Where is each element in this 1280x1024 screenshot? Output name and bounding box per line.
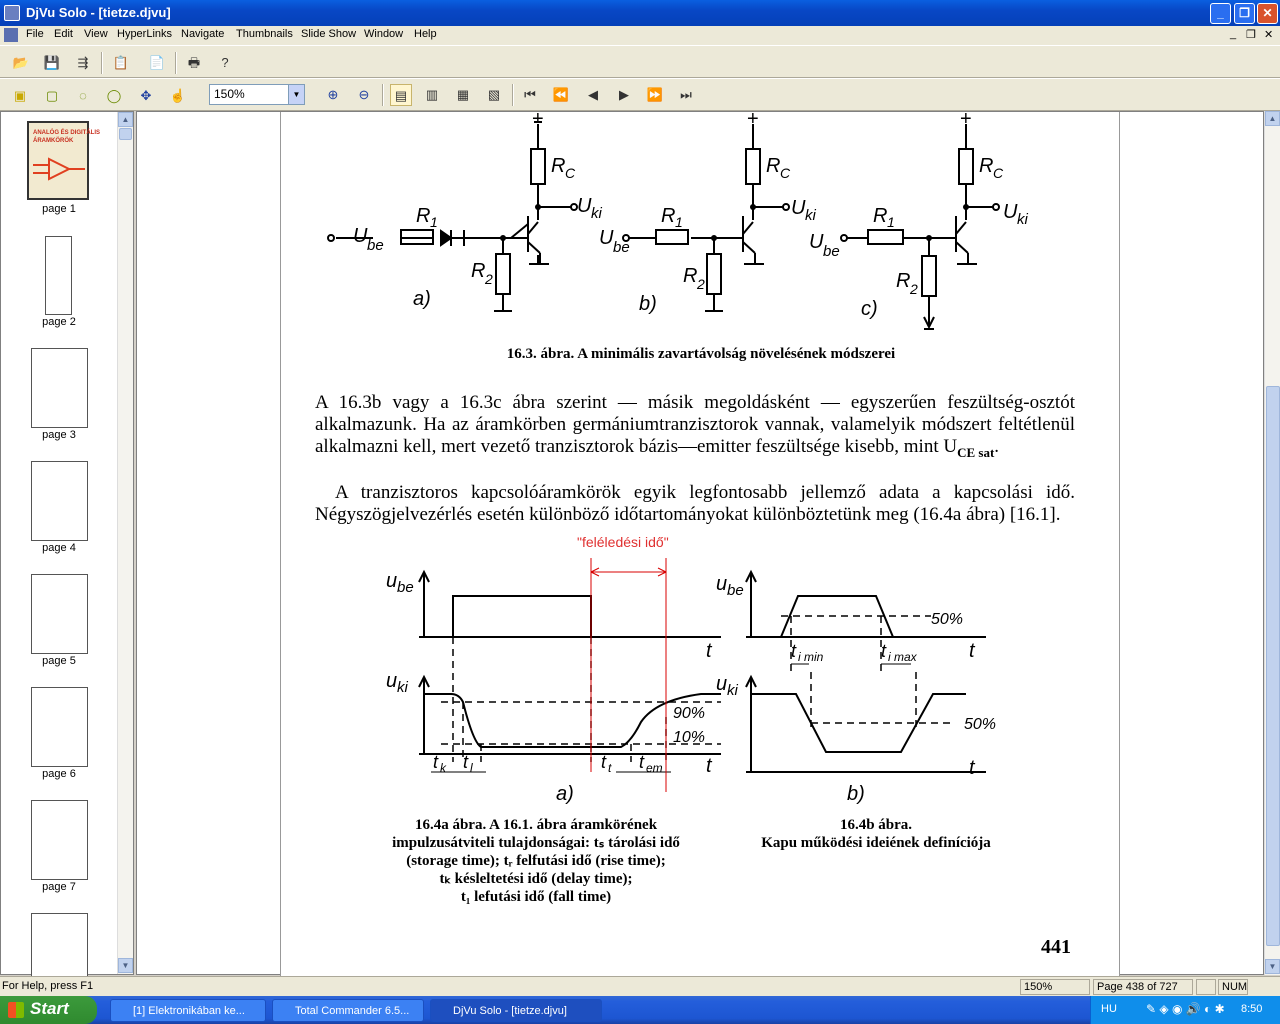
- menu-navigate[interactable]: Navigate: [181, 28, 225, 40]
- menu-window[interactable]: Window: [364, 28, 404, 40]
- t-axis-label: t: [969, 757, 975, 779]
- menu-slide-show[interactable]: Slide Show: [301, 28, 357, 40]
- caption-line: (storage time); tᵣ felfutási idő (rise time);: [406, 853, 666, 869]
- r2-label: R: [896, 270, 911, 292]
- timin-label: t: [791, 641, 797, 661]
- fig-label-b: b): [847, 783, 865, 805]
- thumbnail-label: page 4: [42, 542, 76, 554]
- uki-sub: ki: [805, 207, 816, 224]
- pan-icon[interactable]: ✥: [140, 88, 152, 103]
- close-button[interactable]: ✕: [1257, 3, 1278, 24]
- plus-label: +: [960, 108, 972, 130]
- menu-view[interactable]: View: [84, 28, 108, 40]
- thumbnail-page-5[interactable]: [31, 574, 88, 654]
- r1-sub: 1: [430, 214, 438, 230]
- ube-axis-label: u: [386, 570, 398, 592]
- document-page: [280, 108, 1120, 976]
- mdi-minimize-icon[interactable]: _: [1230, 28, 1237, 40]
- select-region-icon[interactable]: ▣: [13, 88, 27, 103]
- status-bar: [0, 976, 1280, 996]
- tem-label: t: [639, 752, 645, 772]
- tt-sub: t: [608, 761, 612, 775]
- rc-sub: C: [993, 165, 1004, 181]
- scrollbar-thumb[interactable]: [119, 128, 132, 140]
- tk-label: t: [433, 752, 439, 772]
- thumbnail-label: page 7: [42, 881, 76, 893]
- standard-toolbar: [0, 45, 1280, 78]
- zoom-out-icon[interactable]: ⊖: [358, 87, 370, 102]
- export-icon[interactable]: ⇶: [77, 55, 89, 70]
- thumbnail-page-7[interactable]: [31, 800, 88, 880]
- thumbnail-label: page 2: [42, 316, 76, 328]
- r2-sub: 2: [697, 276, 705, 292]
- mdi-close-icon[interactable]: ✕: [1264, 29, 1274, 41]
- zoom-select[interactable]: [209, 84, 305, 105]
- system-tray: [1090, 996, 1280, 1024]
- thumbnail-label: page 3: [42, 429, 76, 441]
- task-label: DjVu Solo - [tietze.djvu]: [453, 1005, 567, 1017]
- tem-sub: em: [646, 761, 663, 775]
- chevron-down-icon[interactable]: ▼: [288, 85, 304, 104]
- title-bar: [0, 0, 1280, 26]
- task-label: Total Commander 6.5...: [295, 1005, 410, 1017]
- task-firefox[interactable]: [110, 999, 266, 1022]
- stretch-icon[interactable]: ▧: [487, 87, 501, 102]
- fig-label-b: b): [639, 293, 657, 315]
- status-num: NUM: [1218, 979, 1248, 995]
- select-circle-icon[interactable]: ◌: [79, 88, 87, 103]
- caption-line: 16.4a ábra. A 16.1. ábra áramkörének: [414, 817, 658, 833]
- scroll-down-icon[interactable]: ▼: [1265, 959, 1280, 974]
- maximize-button[interactable]: ❐: [1234, 3, 1255, 24]
- r2-sub: 2: [910, 281, 918, 297]
- task-label: [1] Elektronikában ke...: [133, 1005, 245, 1017]
- fig-label-a: a): [413, 288, 431, 310]
- paragraph-1-text: A 16.3b vagy a 16.3c ábra szerint — másik megoldásként — egyszerűen feszültség-osztót alkalmazunk. Ha az áramkörben germániumtranzisztorok vannak, valamelyik módszert feltétlenül alkalmazni kell, mert vezető tranzisztorok bázis—emitter feszültsége kisebb, mint U: [315, 392, 1075, 457]
- timax-sub: i max: [888, 650, 917, 664]
- percent-90-label: 90%: [673, 705, 706, 722]
- caption-line: Kapu működési ideiének definíciója: [761, 835, 991, 851]
- thumbnail-page-2[interactable]: [45, 236, 72, 315]
- figure-caption-16-3: 16.3. ábra. A minimális zavartávolság növelésének módszerei: [506, 346, 896, 362]
- svg-text:ÁRAMKÖRÖK: ÁRAMKÖRÖK: [33, 138, 74, 144]
- thumbnail-page-8[interactable]: [31, 913, 88, 983]
- next-5-pages-icon[interactable]: ⏩: [646, 87, 664, 102]
- t-axis-label: t: [969, 640, 975, 662]
- taskbar: [0, 996, 1280, 1024]
- ube-sub: be: [367, 237, 384, 254]
- t-axis-label: t: [706, 755, 712, 777]
- uki-axis-sub: ki: [397, 679, 408, 696]
- select-rect-icon[interactable]: ▢: [45, 88, 59, 103]
- uki-axis-label: u: [716, 673, 728, 695]
- thumbnail-page-6[interactable]: [31, 687, 88, 767]
- r1-label: R: [873, 205, 888, 227]
- ube-axis-sub: be: [727, 582, 744, 599]
- rc-label: R: [766, 155, 781, 177]
- properties-icon[interactable]: 📄: [148, 55, 166, 70]
- thumbnail-label: page 5: [42, 655, 76, 667]
- tl-sub: l: [470, 761, 473, 775]
- scrollbar-thumb[interactable]: [1266, 386, 1280, 946]
- fig-label-a: a): [556, 783, 574, 805]
- status-page: Page 438 of 727: [1093, 979, 1193, 995]
- rc-label: R: [551, 155, 566, 177]
- percent-10-label: 10%: [673, 729, 706, 746]
- mdi-restore-icon[interactable]: ❐: [1246, 29, 1256, 41]
- paste-icon[interactable]: 📋: [112, 55, 130, 70]
- uki-sub: ki: [1017, 211, 1028, 228]
- ube-label: U: [599, 227, 614, 249]
- nav-buttons: [320, 78, 700, 111]
- open-icon[interactable]: 📂: [12, 55, 30, 70]
- caption-line: impulzusátviteli tulajdonságai: tₛ tárolási idő: [392, 835, 680, 851]
- annotation-label: "feléledési idő": [577, 534, 669, 550]
- caption-line: tₖ késleltetési idő (delay time);: [439, 871, 633, 887]
- first-page-icon[interactable]: ⏮: [524, 87, 536, 102]
- next-page-icon[interactable]: ▶: [619, 87, 629, 102]
- timax-label: t: [881, 641, 887, 661]
- figure-caption-16-4a: [371, 816, 701, 906]
- actual-size-icon[interactable]: ▦: [456, 87, 470, 102]
- tray-icons[interactable]: ✎ ◈ ◉ 🔊 ◐ ✱: [1146, 1002, 1225, 1016]
- hand-tool-icon[interactable]: ☝: [169, 88, 187, 103]
- r1-sub: 1: [675, 214, 683, 230]
- uki-label: U: [791, 197, 806, 219]
- percent-50-label: 50%: [964, 716, 997, 733]
- paragraph-1: [315, 392, 1075, 464]
- svg-text:ANALÓG ÉS DIGITÁLIS: ANALÓG ÉS DIGITÁLIS: [33, 130, 101, 136]
- fit-page-icon[interactable]: ▤: [390, 84, 412, 106]
- plus-label: +: [747, 108, 759, 130]
- uki-axis-label: u: [386, 670, 398, 692]
- status-help: For Help, press F1: [2, 980, 94, 992]
- rc-sub: C: [780, 165, 791, 181]
- document-viewer[interactable]: [136, 108, 1264, 975]
- help-icon[interactable]: ?: [221, 55, 229, 70]
- ube-label: U: [353, 225, 368, 247]
- scroll-up-icon[interactable]: ▲: [1265, 111, 1280, 126]
- t-axis-label: t: [706, 640, 712, 662]
- rc-label: R: [979, 155, 994, 177]
- window-title: DjVu Solo - [tietze.djvu]: [26, 5, 171, 20]
- scroll-up-icon[interactable]: ▲: [118, 112, 133, 127]
- start-button[interactable]: [0, 996, 97, 1024]
- status-zoom: 150%: [1020, 979, 1090, 995]
- r2-sub: 2: [485, 271, 493, 287]
- r2-label: R: [683, 265, 698, 287]
- minimize-button[interactable]: _: [1210, 3, 1231, 24]
- menu-bar: [0, 26, 1280, 45]
- language-indicator[interactable]: HU: [1101, 1003, 1117, 1015]
- clock: 8:50: [1241, 1003, 1263, 1015]
- caption-line: 16.4b ábra.: [839, 817, 913, 833]
- ube-axis-label: u: [716, 573, 728, 595]
- thumbnail-scrollbar[interactable]: [117, 112, 133, 974]
- ube-axis-sub: be: [397, 579, 414, 596]
- r1-label: R: [416, 205, 431, 227]
- menu-edit[interactable]: Edit: [54, 28, 73, 40]
- paragraph-1-end: .: [994, 436, 1000, 457]
- ube-label: U: [809, 231, 824, 253]
- menu-hyperlinks[interactable]: HyperLinks: [117, 28, 173, 40]
- tl-label: t: [463, 752, 469, 772]
- r1-label: R: [661, 205, 676, 227]
- figure-caption-16-4b: [726, 816, 1026, 852]
- zoom-in-icon[interactable]: ⊕: [327, 87, 339, 102]
- app-icon[interactable]: [4, 5, 20, 21]
- menu-thumbnails[interactable]: Thumbnails: [236, 28, 293, 40]
- zoom-value: 150%: [214, 87, 245, 101]
- tk-sub: k: [440, 761, 446, 775]
- page-number: 441: [1041, 936, 1071, 958]
- thumbnail-page-4[interactable]: [31, 461, 88, 541]
- thumbnail-page-3[interactable]: [31, 348, 88, 428]
- task-total-commander[interactable]: [272, 999, 424, 1022]
- uki-label: U: [577, 195, 592, 217]
- uki-axis-sub: ki: [727, 682, 738, 699]
- caption-line: t₁ lefutási idő (fall time): [460, 889, 612, 905]
- r1-sub: 1: [887, 214, 895, 230]
- timin-sub: i min: [798, 650, 824, 664]
- plus-label: +: [532, 108, 544, 130]
- menu-file[interactable]: File: [26, 28, 44, 40]
- thumbnail-label: page 1: [42, 203, 76, 215]
- select-poly-icon[interactable]: ◯: [106, 88, 122, 103]
- menu-help[interactable]: Help: [414, 28, 437, 40]
- print-icon[interactable]: 🖶: [187, 55, 201, 70]
- uki-label: U: [1003, 201, 1018, 223]
- viewer-scrollbar[interactable]: [1264, 111, 1280, 975]
- prev-page-icon[interactable]: ◀: [588, 87, 598, 102]
- scroll-down-icon[interactable]: ▼: [118, 958, 133, 973]
- windows-logo-icon: [8, 1002, 24, 1018]
- task-djvu-solo[interactable]: [430, 999, 602, 1022]
- rc-sub: C: [565, 165, 576, 181]
- r2-label: R: [471, 260, 486, 282]
- uki-sub: ki: [591, 205, 602, 222]
- save-icon[interactable]: 💾: [43, 55, 61, 70]
- prev-5-pages-icon[interactable]: ⏪: [552, 87, 570, 102]
- fig-label-c: c): [861, 298, 878, 320]
- paragraph-1-sub: CE sat: [957, 444, 995, 460]
- doc-icon[interactable]: [4, 28, 18, 42]
- ube-sub: be: [823, 243, 840, 260]
- paragraph-2: A tranzisztoros kapcsolóáramkörök egyik legfontosabb jellemző adata a kapcsolási idő. Négyszögjelvezérlés esetén különböző időtartományokat különböztetünk meg (16.4a ábra) [16.1].: [315, 482, 1075, 525]
- thumbnail-page-1[interactable]: [27, 121, 101, 200]
- tt-label: t: [601, 752, 607, 772]
- percent-50-label: 50%: [931, 611, 964, 628]
- last-page-icon[interactable]: ⏭: [680, 87, 692, 102]
- thumbnail-label: page 6: [42, 768, 76, 780]
- status-empty: [1196, 979, 1216, 995]
- thumbnail-panel: [0, 111, 134, 975]
- ube-sub: be: [613, 239, 630, 256]
- start-label: Start: [30, 999, 69, 1018]
- fit-width-icon[interactable]: ▥: [425, 87, 439, 102]
